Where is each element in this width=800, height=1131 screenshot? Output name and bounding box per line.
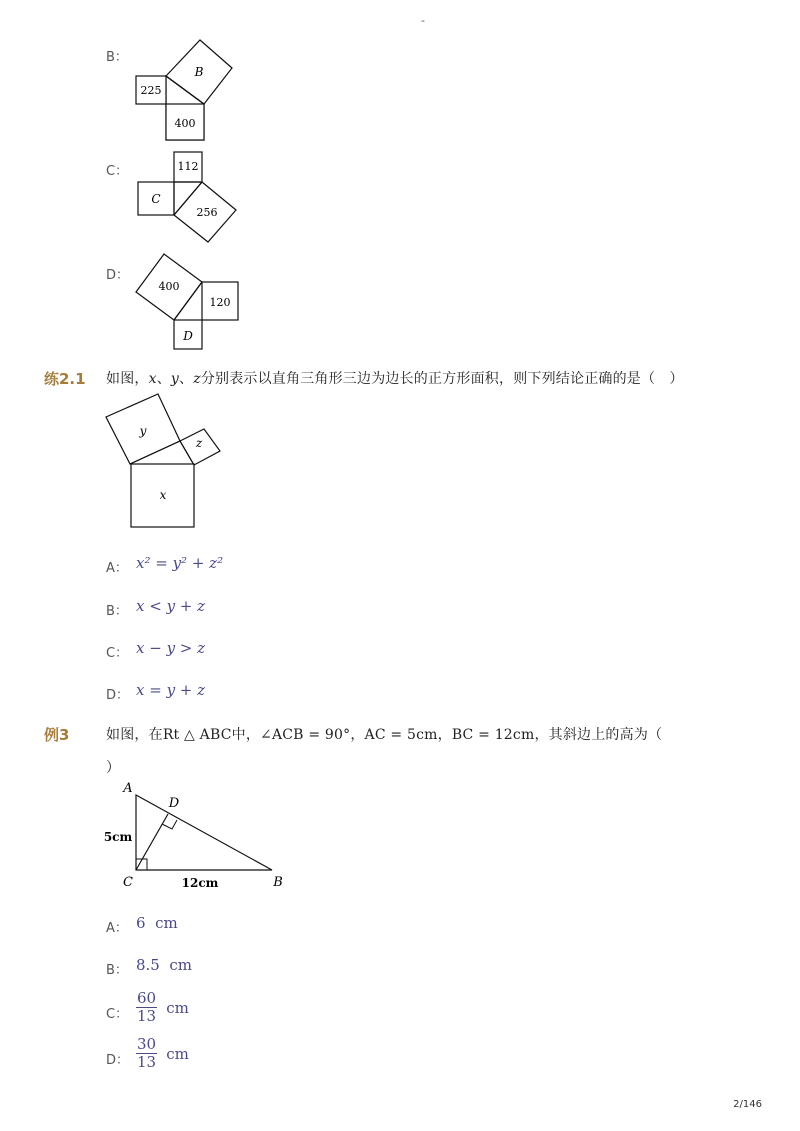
label-a: A xyxy=(123,781,133,796)
option-d-label: D： xyxy=(106,268,130,283)
label-ac-length: 5cm xyxy=(103,830,133,844)
option-c-figure xyxy=(130,148,245,248)
label-120: 120 xyxy=(209,296,231,309)
e3-option-a-label: A： xyxy=(106,921,128,936)
e3-option-b-value[interactable]: 8.5 cm xyxy=(136,956,193,974)
label-b: B xyxy=(273,875,283,890)
option-c-label: C： xyxy=(106,164,129,179)
label-400: 400 xyxy=(158,280,180,293)
practice-2-1-tag: 练2.1 xyxy=(44,370,86,388)
p21-option-a-label: A： xyxy=(106,561,128,576)
triangle-abc xyxy=(136,795,272,870)
label-b: B xyxy=(194,65,204,79)
p21-option-a-expr[interactable]: x² = y² + z² xyxy=(136,554,224,572)
example-3-text: 如图，在Rt △ ABC中，∠ACB = 90°，AC = 5cm，BC = 12cm，其斜边上的高为（ xyxy=(106,727,663,743)
p21-option-b-expr[interactable]: x < y + z xyxy=(136,597,206,615)
label-256: 256 xyxy=(196,206,218,219)
example-3-figure xyxy=(100,778,300,894)
label-bc-length: 12cm xyxy=(181,876,219,890)
p21-option-b-label: B： xyxy=(106,604,128,619)
e3-option-c-label: C： xyxy=(106,1007,129,1022)
fraction: $\frac{60}{13}$ xyxy=(137,989,157,1025)
p21-option-c-expr[interactable]: x − y > z xyxy=(136,639,206,657)
example-3-tag: 例3 xyxy=(44,726,70,744)
label-d: D xyxy=(183,329,193,343)
label-400: 400 xyxy=(174,117,196,130)
e3-option-b-label: B： xyxy=(106,963,128,978)
page-number: 2/146 xyxy=(733,1099,762,1110)
label-112: 112 xyxy=(177,160,199,173)
p21-option-c-label: C： xyxy=(106,646,129,661)
label-d: D xyxy=(168,796,180,811)
option-d-figure xyxy=(130,250,245,355)
e3-option-d-value[interactable]: $\frac{30}{13}$ cm xyxy=(137,1035,189,1071)
p21-option-d-label: D： xyxy=(106,688,130,703)
p21-option-d-expr[interactable]: x = y + z xyxy=(136,681,206,699)
fraction: $\frac{30}{13}$ xyxy=(137,1035,157,1071)
example-3-text-line2: ） xyxy=(106,760,121,776)
e3-option-a-value[interactable]: 6 cm xyxy=(136,914,178,932)
option-b-label: B： xyxy=(106,50,128,65)
practice-2-1-figure xyxy=(100,388,230,533)
label-c: C xyxy=(151,192,161,206)
label-c: C xyxy=(123,875,133,890)
option-b-figure xyxy=(130,36,240,146)
label-z: z xyxy=(195,436,203,450)
label-225: 225 xyxy=(140,84,162,97)
label-x: x xyxy=(159,488,167,502)
practice-2-1-text: 如图，x、y、z分别表示以直角三角形三边为边长的正方形面积，则下列结论正确的是（ ） xyxy=(106,371,684,387)
e3-option-c-value[interactable]: $\frac{60}{13}$ cm xyxy=(137,989,189,1025)
label-y: y xyxy=(139,424,147,438)
altitude-cd xyxy=(136,814,168,870)
header-mark: - xyxy=(421,14,425,27)
e3-option-d-label: D： xyxy=(106,1053,130,1068)
